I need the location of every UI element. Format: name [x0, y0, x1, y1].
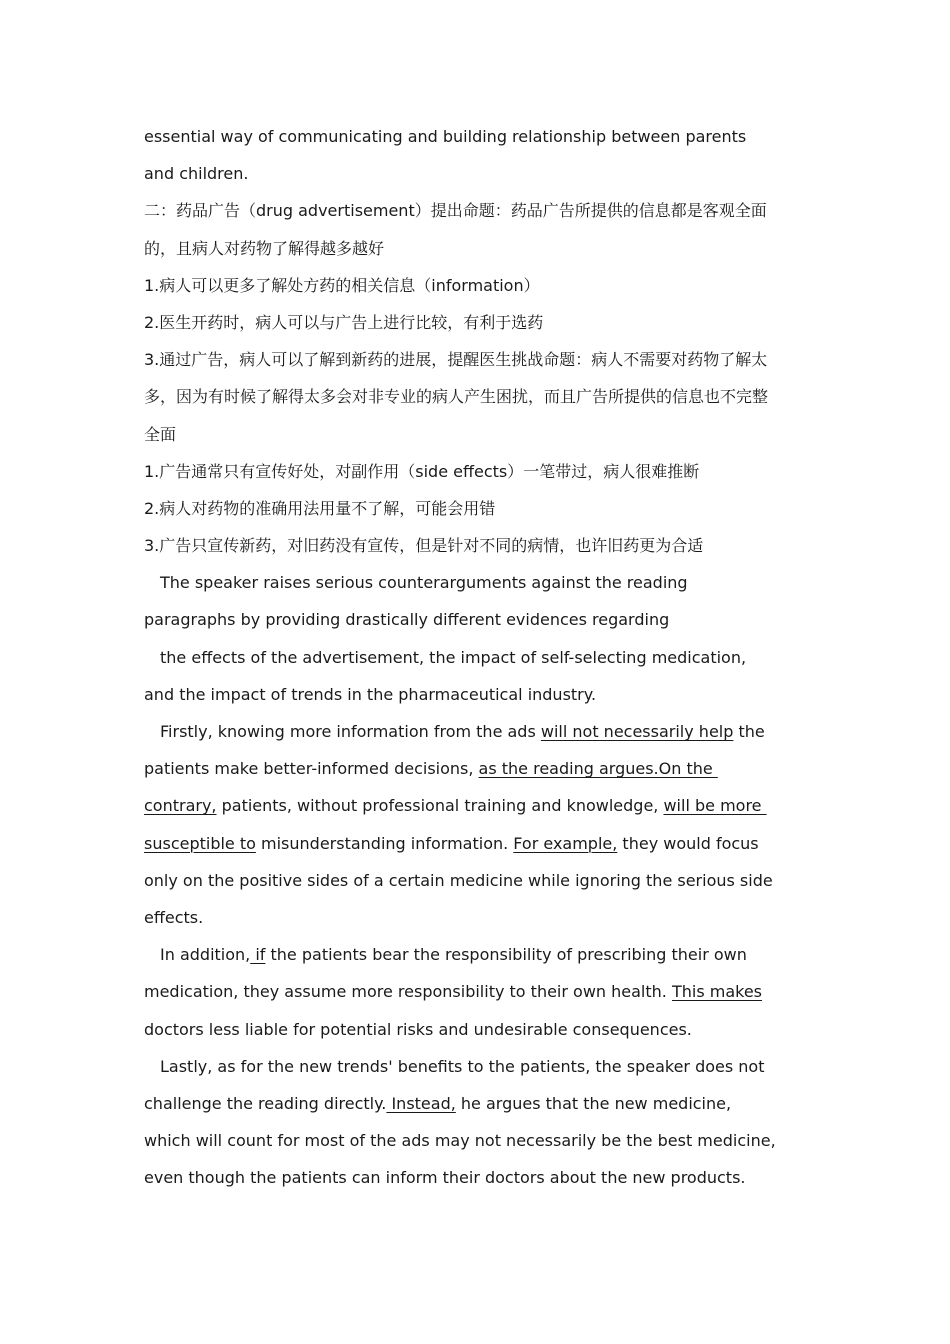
- list-item: 3.广告只宣传新药，对旧药没有宣传，但是针对不同的病情，也许旧药更为合适: [144, 536, 704, 556]
- paragraph-start: Lastly, as for the new trends' benefits to the patients, the speaker does not: [160, 1056, 765, 1076]
- list-item: 2.病人对药物的准确用法用量不了解，可能会用错: [144, 498, 496, 518]
- list-item: 1.病人可以更多了解处方药的相关信息（information）: [144, 275, 540, 295]
- underlined-phrase: will be more: [663, 796, 767, 816]
- underlined-phrase: susceptible to: [144, 833, 256, 853]
- underlined-phrase: as the reading argues.On the: [478, 759, 718, 779]
- underlined-phrase: This makes: [671, 982, 763, 1002]
- text-line: essential way of communicating and building relationship between parents: [144, 127, 747, 146]
- text-line: medication, they assume more responsibility to their own health. This makes: [144, 982, 763, 1002]
- text-line: 全面: [144, 424, 177, 444]
- text-line: 的，且病人对药物了解得越多越好: [144, 238, 385, 258]
- text-line: 多，因为有时候了解得太多会对非专业的病人产生困扰，而且广告所提供的信息也不完整: [144, 387, 769, 407]
- text-line: patients make better-informed decisions, as the reading argues.On the: [144, 759, 718, 779]
- underlined-phrase: will not necessarily help: [540, 722, 734, 741]
- text-line: contrary, patients, without professional training and knowledge, will be more: [144, 796, 767, 816]
- list-item: 1.广告通常只有宣传好处，对副作用（side effects）一笔带过，病人很难推断: [144, 461, 700, 481]
- text-line: and children.: [144, 164, 249, 184]
- text-line: only on the positive sides of a certain medicine while ignoring the serious side: [144, 870, 773, 890]
- text-line: even though the patients can inform their doctors about the new products.: [144, 1168, 746, 1188]
- list-item: 2.医生开药时，病人可以与广告上进行比较，有利于选药: [144, 312, 544, 332]
- text-line: effects.: [144, 907, 204, 927]
- paragraph-start: In addition, if the patients bear the responsibility of prescribing their own: [160, 945, 747, 965]
- text-line: susceptible to misunderstanding information. For example, they would focus: [144, 833, 759, 853]
- text-line: and the impact of trends in the pharmaceutical industry.: [144, 684, 597, 704]
- underlined-phrase: contrary,: [144, 796, 217, 816]
- text-line: which will count for most of the ads may not necessarily be the best medicine,: [144, 1131, 776, 1151]
- paragraph-start: The speaker raises serious counterarguments against the reading: [160, 573, 688, 593]
- underlined-phrase: For example,: [513, 833, 618, 853]
- text-line: doctors less liable for potential risks and undesirable consequences.: [144, 1019, 692, 1039]
- list-item: 3.通过广告，病人可以了解到新药的进展，提醒医生挑战命题：病人不需要对药物了解太: [144, 350, 768, 370]
- paragraph-start: Firstly, knowing more information from the ads will not necessarily help the: [160, 722, 765, 741]
- section-heading-drug-ads: 二：药品广告（drug advertisement）提出命题：药品广告所提供的信息都是客观全面: [144, 201, 767, 221]
- document-body: [144, 118, 812, 1196]
- underlined-phrase: Instead,: [386, 1093, 456, 1113]
- text-line: challenge the reading directly. Instead, he argues that the new medicine,: [144, 1093, 732, 1113]
- text-line: paragraphs by providing drastically different evidences regarding: [144, 610, 670, 630]
- underlined-phrase: if: [250, 945, 266, 965]
- text-line: the effects of the advertisement, the impact of self-selecting medication,: [160, 647, 747, 667]
